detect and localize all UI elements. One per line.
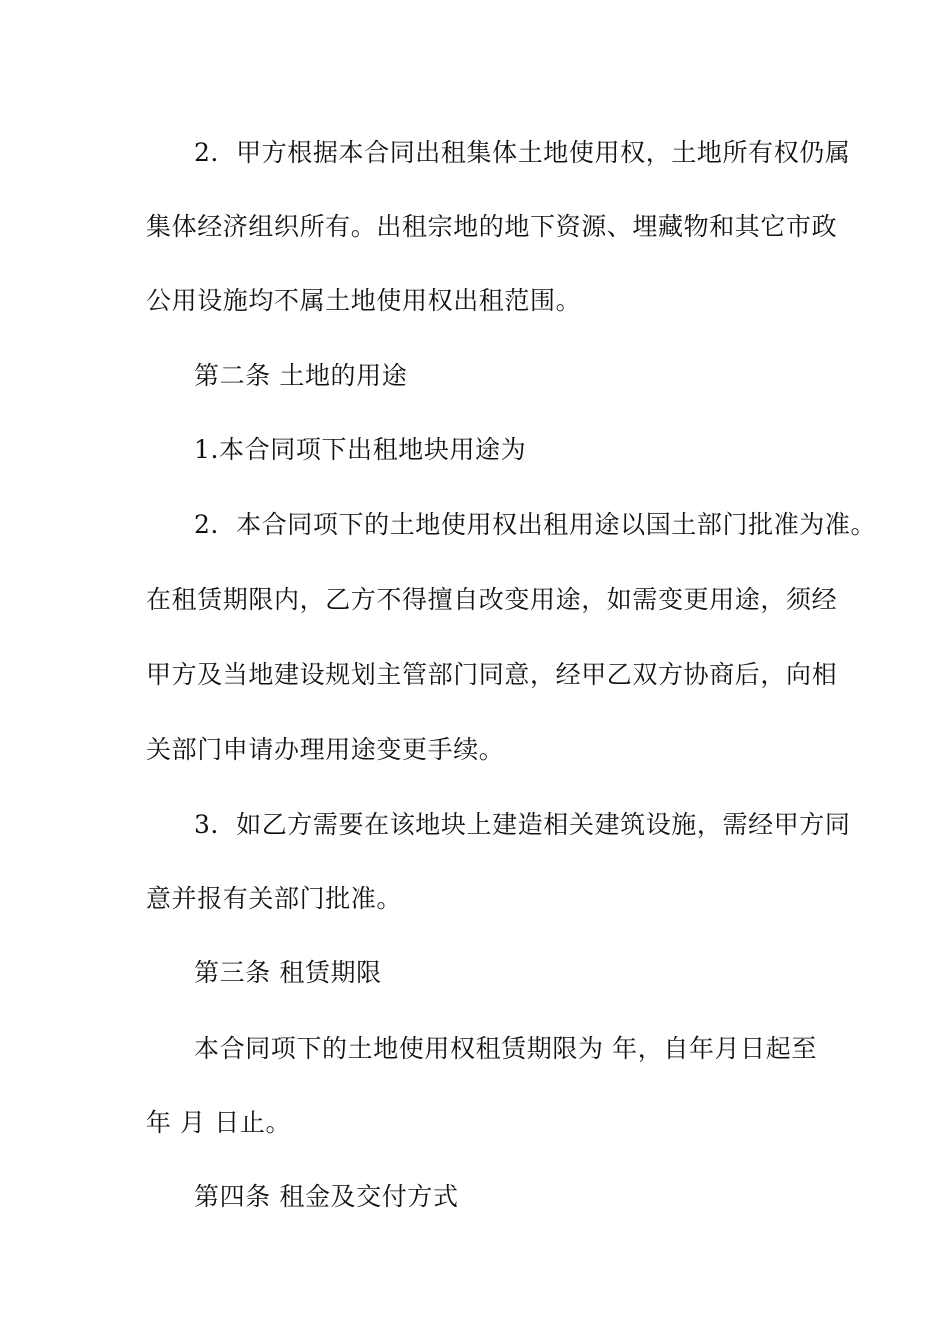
clause-2-2-line-2: 在租赁期限内，乙方不得擅自改变用途，如需变更用途，须经 (146, 585, 838, 614)
clause-2-2-line-4: 关部门申请办理用途变更手续。 (146, 735, 505, 764)
article-3-heading: 第三条 租赁期限 (194, 958, 382, 987)
clause-1-2-line-3: 公用设施均不属土地使用权出租范围。 (146, 286, 582, 315)
article-3-text-line-2: 年 月 日止。 (146, 1108, 292, 1137)
clause-2-3-line-2: 意并报有关部门批准。 (146, 884, 403, 913)
clause-2-3-line-1: 3．如乙方需要在该地块上建造相关建筑设施，需经甲方同 (194, 810, 851, 839)
article-4-heading: 第四条 租金及交付方式 (194, 1182, 459, 1211)
article-3-text-line-1: 本合同项下的土地使用权租赁期限为 年，自年月日起至 (194, 1034, 817, 1063)
clause-2-1-line-1: 1.本合同项下出租地块用途为 (194, 435, 527, 464)
clause-2-2-line-1: 2．本合同项下的土地使用权出租用途以国土部门批准为准。 (194, 510, 877, 539)
clause-1-2-line-1: 2．甲方根据本合同出租集体土地使用权，土地所有权仍属 (194, 138, 851, 167)
article-2-heading: 第二条 土地的用途 (194, 361, 408, 390)
clause-2-2-line-3: 甲方及当地建设规划主管部门同意，经甲乙双方协商后，向相 (146, 660, 838, 689)
clause-1-2-line-2: 集体经济组织所有。出租宗地的地下资源、埋藏物和其它市政 (146, 212, 838, 241)
